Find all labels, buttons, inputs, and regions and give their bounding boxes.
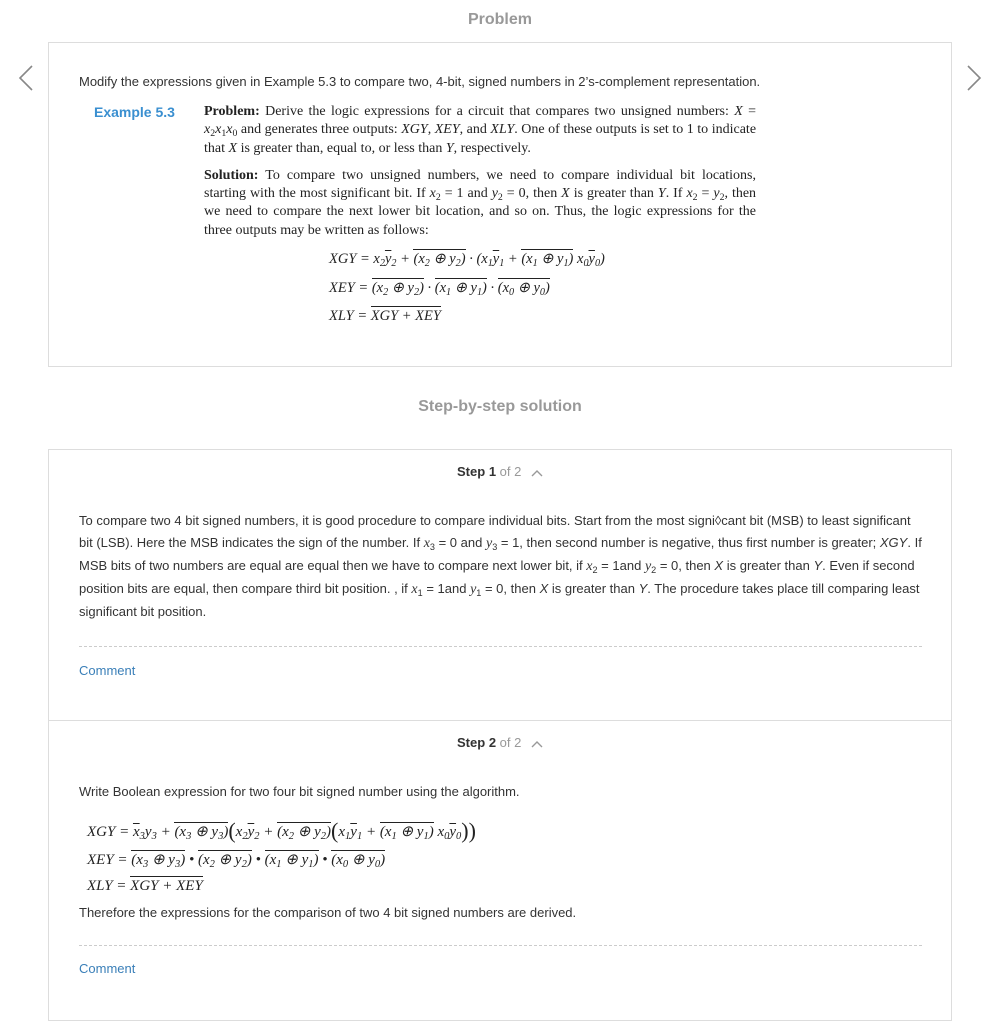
comment-link[interactable]: Comment bbox=[79, 663, 136, 678]
example-text: , respectively. bbox=[453, 140, 531, 156]
example-body bbox=[204, 103, 756, 240]
equation-xly-signed: XLY = XGY + XEY bbox=[87, 878, 203, 894]
example-text: Derive the logic expressions for a circuit that compares two unsigned numbers: bbox=[265, 104, 729, 119]
problem-card bbox=[48, 42, 952, 367]
chevron-up-icon[interactable] bbox=[531, 740, 543, 748]
step-number: 1 bbox=[488, 464, 497, 479]
step-2-intro: Write Boolean expression for two four bit signed number using the algorithm. bbox=[79, 784, 520, 799]
step-text: . If MSB bits of two numbers are equal are equal then we have to compare next lower bit, if bbox=[79, 535, 922, 573]
step-word: Step bbox=[457, 464, 486, 479]
step-1-text: To compare two 4 bit signed numbers, it is good procedure to compare individual bits. Start from the most signi◊cant bit (MSB) to least significant bit (LSB). Here the MSB indicates the sign of the number. If $x_3 = 0$ and $y_3 = 1$, then second number is negative, thus first number is greater; XGY. If MSB bits of two numbers are equal are equal then we have to compare next lower bit, if $x_2 = 1and$ $y_2 = 0$, then X is greater than Y. Even if second position bits are equal, then compare third bit position. , if $x_1 = 1and$ $y_1 = 0$, then X is greater than Y. The procedure takes place till comparing least significant bit position. bbox=[79, 513, 922, 619]
step-number: 2 bbox=[488, 735, 497, 750]
equation-xly: XLY = XGY + XEY bbox=[329, 308, 441, 324]
step-text: is greater than bbox=[726, 558, 810, 573]
step-text: To compare two 4 bit signed numbers, it is good procedure to compare individual bits. Start from the most signi◊cant bit (MSB) to least significant bit (LSB). Here the MSB indicates the sign of the number. If bbox=[79, 513, 911, 550]
chevron-left-icon[interactable] bbox=[14, 62, 38, 94]
equation-xgy-signed: XGY = $\overline{x}_3y_3 + (x_3$ ⊕ $y_3)(x_2\overline{y}_2 + (x_2$ ⊕ $y_2)(x_1\overline{y}_1 + (x_1$ ⊕ $y_1$) $x_0\overline{y}_0$)) bbox=[87, 818, 476, 843]
step-2-header[interactable] bbox=[49, 735, 951, 750]
example-text: is greater than, equal to, or less than bbox=[240, 140, 443, 156]
step-text: , then second number is negative, thus first number is greater; bbox=[519, 535, 877, 550]
example-text: , then bbox=[525, 186, 558, 202]
step-text: , then bbox=[503, 581, 536, 596]
example-text: , then we need to compare the next lower bit location, and so on. Thus, the logic expressions for the three outputs may be written as follows: bbox=[204, 186, 757, 238]
step-1-header[interactable] bbox=[49, 464, 951, 479]
step-text: and bbox=[444, 581, 467, 596]
step-word: Step bbox=[457, 735, 486, 750]
example-text: To compare two unsigned numbers, we need to compare individual bit locations, starting with the most significant bit. If bbox=[204, 167, 757, 202]
step-text: is greater than bbox=[551, 581, 635, 596]
solution-heading: Step-by-step solution bbox=[418, 398, 582, 415]
example-text: and generates three outputs: bbox=[240, 122, 398, 138]
problem-heading: Problem bbox=[467, 11, 532, 28]
step-count: of 2 bbox=[499, 735, 522, 750]
example-text: . One of these outputs is set to 1 to indicate that bbox=[204, 122, 757, 156]
step-text: . Even if second position bits are equal, then compare third bit position. , if bbox=[79, 558, 915, 596]
solution-card bbox=[48, 449, 952, 1021]
step-2-conclusion: Therefore the expressions for the comparison of two 4 bit signed numbers are derived. bbox=[79, 905, 577, 920]
problem-label: Problem: bbox=[204, 104, 260, 119]
equation-xey: XEY = ($x_2$ ⊕ $y_2) \cdot (x_1$ ⊕ $y_1) \cdot (x_0$ ⊕ $y_0$) bbox=[329, 280, 550, 298]
step-text: . The procedure takes place till comparing least significant bit position. bbox=[79, 581, 920, 619]
example-text: and bbox=[467, 186, 488, 202]
chevron-right-icon[interactable] bbox=[962, 62, 986, 94]
comment-link[interactable]: Comment bbox=[79, 961, 136, 976]
step-text: and bbox=[460, 535, 483, 550]
example-text: . If bbox=[665, 186, 683, 202]
solution-label: Solution: bbox=[204, 167, 259, 183]
example-solution-paragraph: Solution: To compare two unsigned numbers, we need to compare individual bit locations, starting with the most significant bit. If $x_2 = 1$ and $y_2 = 0$, then X is greater than Y. If $x_2 = y_2$, then we need to compare the next lower bit location, and so on. Thus, the logic expressions for the three outputs may be written as follows: bbox=[204, 167, 757, 238]
step-1 bbox=[49, 450, 951, 721]
problem-statement: Modify the expressions given in Example 5.3 to compare two, 4-bit, signed numbers in 2’s-complement representation. bbox=[79, 74, 761, 89]
example-text: is greater than bbox=[573, 186, 654, 202]
example-label: Example 5.3 bbox=[94, 104, 175, 120]
example-problem-paragraph: Problem: Derive the logic expressions for a circuit that compares two unsigned numbers: $X = x_2x_1x_0$ and generates three outputs: XGY, XEY, and XLY. One of these outputs is set to 1 to indicate that X is greater than, equal to, or less than Y, respectively. bbox=[204, 104, 757, 156]
step-2 bbox=[49, 721, 951, 1020]
divider bbox=[79, 646, 922, 647]
step-text: , then bbox=[678, 558, 711, 573]
chevron-up-icon[interactable] bbox=[531, 469, 543, 477]
step-count: of 2 bbox=[499, 464, 522, 479]
step-text: and bbox=[619, 558, 642, 573]
equation-xgy: XGY = $x_2\overline{y}_2 + (x_2$ ⊕ $y_2) \cdot (x_1\overline{y}_1 + (x_1$ ⊕ $y_1$) $x_0\overline{y}_0$) bbox=[329, 251, 605, 269]
equation-xey-signed: XEY = ($x_3$ ⊕ $y_3$) • ($x_2$ ⊕ $y_2$) • ($x_1$ ⊕ $y_1$) • ($x_0$ ⊕ $y_0$) bbox=[87, 852, 386, 870]
divider bbox=[79, 945, 922, 946]
